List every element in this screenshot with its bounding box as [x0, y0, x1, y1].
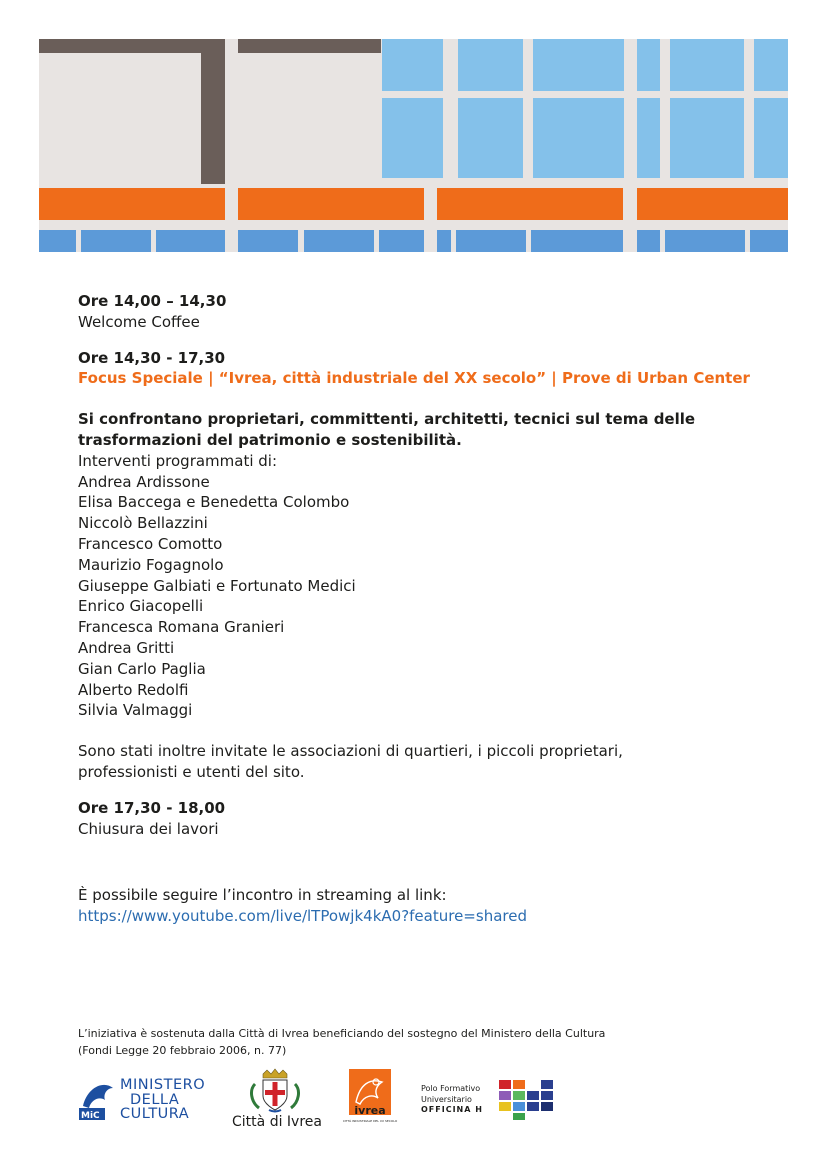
ministero-wordmark — [120, 1078, 205, 1122]
speaker-item: Francesca Romana Granieri — [78, 618, 285, 637]
ministero-line-3: CULTURA — [120, 1106, 190, 1122]
ivrea-subtitle: CITTÀ INDUSTRIALE DEL XX SECOLO — [342, 1119, 398, 1123]
speaker-item: Maurizio Fogagnolo — [78, 555, 224, 574]
ministero-line-2: DELLA — [130, 1091, 180, 1108]
facade-banner-illustration — [39, 39, 788, 252]
citta-di-ivrea-logo — [229, 1068, 325, 1130]
funding-note-line-2: (Fondi Legge 20 febbraio 2006, n. 77) — [78, 1044, 287, 1057]
ministero-cultura-logo — [79, 1078, 204, 1120]
interventi-heading: Interventi programmati di: — [78, 451, 278, 470]
session-1-title: Welcome Coffee — [78, 312, 200, 331]
ministero-line-1: MINISTERO — [120, 1077, 206, 1093]
ivrea-wordmark: ivrea — [354, 1104, 386, 1117]
speaker-item: Silvia Valmaggi — [78, 701, 193, 720]
mic-emblem-icon — [79, 1078, 117, 1120]
session-2-lead-line-1: Si confrontano proprietari, committenti, architetti, tecnici sul tema delle — [78, 410, 696, 429]
officina-h-grid-logo — [499, 1080, 555, 1120]
session-3-title: Chiusura dei lavori — [78, 819, 219, 838]
speaker-item: Enrico Giacopelli — [78, 597, 204, 616]
funding-note-line-1: L’iniziativa è sostenuta dalla Città di Ivrea beneficiando del sostegno del Ministero della Cultura — [78, 1027, 606, 1040]
speaker-item: Niccolò Bellazzini — [78, 514, 208, 533]
polo-line-1: Polo Formativo — [421, 1084, 481, 1093]
program-content — [78, 291, 778, 927]
streaming-text: È possibile seguire l’incontro in streaming al link: — [78, 886, 447, 905]
polo-formativo-label — [421, 1084, 483, 1116]
ivrea-coat-of-arms-icon — [229, 1068, 325, 1112]
invitation-note-line-2: professionisti e utenti del sito. — [78, 762, 305, 781]
session-3-time: Ore 17,30 - 18,00 — [78, 798, 226, 817]
speaker-item: Giuseppe Galbiati e Fortunato Medici — [78, 576, 356, 595]
ivrea-citta-industriale-logo — [342, 1068, 398, 1130]
speaker-item: Andrea Ardissone — [78, 472, 210, 491]
city-name: Città di Ivrea — [232, 1114, 322, 1130]
funding-note — [78, 1025, 778, 1059]
streaming-link[interactable]: https://www.youtube.com/live/lTPowjk4kA0?feature=shared — [78, 907, 527, 926]
session-2-lead-line-2: trasformazioni del patrimonio e sostenibilità. — [78, 430, 462, 449]
polo-line-3: OFFICINA H — [421, 1105, 483, 1114]
speaker-item: Gian Carlo Paglia — [78, 659, 206, 678]
svg-text:MiC: MiC — [81, 1111, 100, 1121]
polo-line-2: Universitario — [421, 1094, 472, 1104]
invitation-note-line-1: Sono stati inoltre invitate le associazioni di quartieri, i piccoli proprietari, — [78, 742, 623, 761]
speaker-item: Andrea Gritti — [78, 638, 175, 657]
session-2-time: Ore 14,30 - 17,30 — [78, 348, 226, 367]
speaker-item: Alberto Redolfi — [78, 680, 189, 699]
session-2-focus-title: Focus Speciale | “Ivrea, città industriale del XX secolo” | Prove di Urban Center — [78, 369, 750, 388]
session-1-time: Ore 14,00 – 14,30 — [78, 292, 227, 310]
speaker-item: Francesco Comotto — [78, 534, 223, 553]
speaker-item: Elisa Baccega e Benedetta Colombo — [78, 493, 350, 512]
